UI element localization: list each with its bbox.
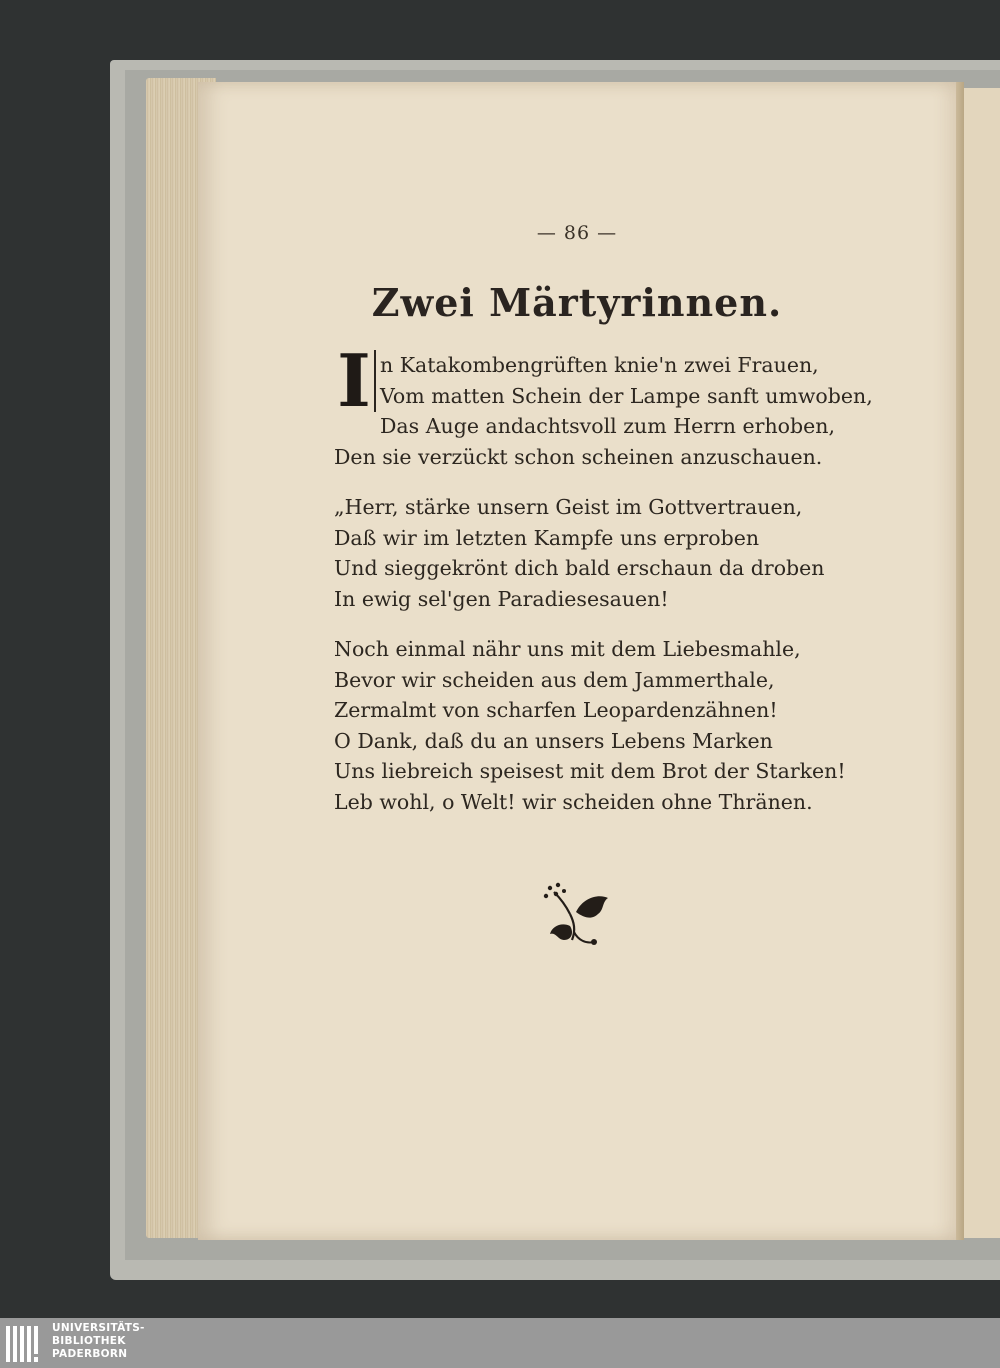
library-logo-icon xyxy=(6,1324,46,1364)
poem-line: Vom matten Schein der Lampe sanft umwoben, xyxy=(380,383,873,408)
dropcap-letter: I xyxy=(334,350,376,412)
library-name-line: PADERBORN xyxy=(52,1348,128,1360)
poem-line: Das Auge andachtsvoll zum Herrn erhoben, xyxy=(380,414,835,438)
library-footer xyxy=(0,1318,1000,1368)
floral-vignette-icon xyxy=(540,882,616,954)
poem-line: Den sie verzückt schon scheinen anzuschauen. xyxy=(334,444,823,469)
poem-line: n Katakombengrüften knie'n zwei Frauen, xyxy=(380,353,819,377)
poem-title: Zwei Märtyrinnen. xyxy=(371,280,783,325)
facing-page-edge xyxy=(962,88,1000,1238)
book-page xyxy=(198,82,956,1240)
poem-line: Daß wir im letzten Kampfe uns erproben xyxy=(334,525,760,550)
poem-line: Leb wohl, o Welt! wir scheiden ohne Thränen. xyxy=(334,789,813,814)
poem-line: Uns liebreich speisest mit dem Brot der Starken! xyxy=(334,759,846,783)
poem-line: O Dank, daß du an unsers Lebens Marken xyxy=(334,728,773,753)
poem-line: Zermalmt von scharfen Leopardenzähnen! xyxy=(334,698,778,722)
library-name-line: UNIVERSITÄTS- xyxy=(52,1322,145,1334)
poem-line: In ewig sel'gen Paradiesesauen! xyxy=(334,586,669,611)
poem-line: Noch einmal nähr uns mit dem Liebesmahle, xyxy=(334,637,801,661)
library-name-line: BIBLIOTHEK xyxy=(52,1335,126,1347)
poem-body xyxy=(334,338,894,837)
poem-line: „Herr, stärke unsern Geist im Gottvertrauen, xyxy=(334,495,803,519)
page-number: — 86 — xyxy=(536,222,618,244)
stanza-3 xyxy=(334,634,894,817)
stanza-2 xyxy=(334,492,894,614)
poem-line: Bevor wir scheiden aus dem Jammerthale, xyxy=(334,667,775,692)
poem-line: Und sieggekrönt dich bald erschaun da droben xyxy=(334,556,825,580)
stanza-1 xyxy=(334,338,894,472)
library-name xyxy=(52,1322,145,1361)
